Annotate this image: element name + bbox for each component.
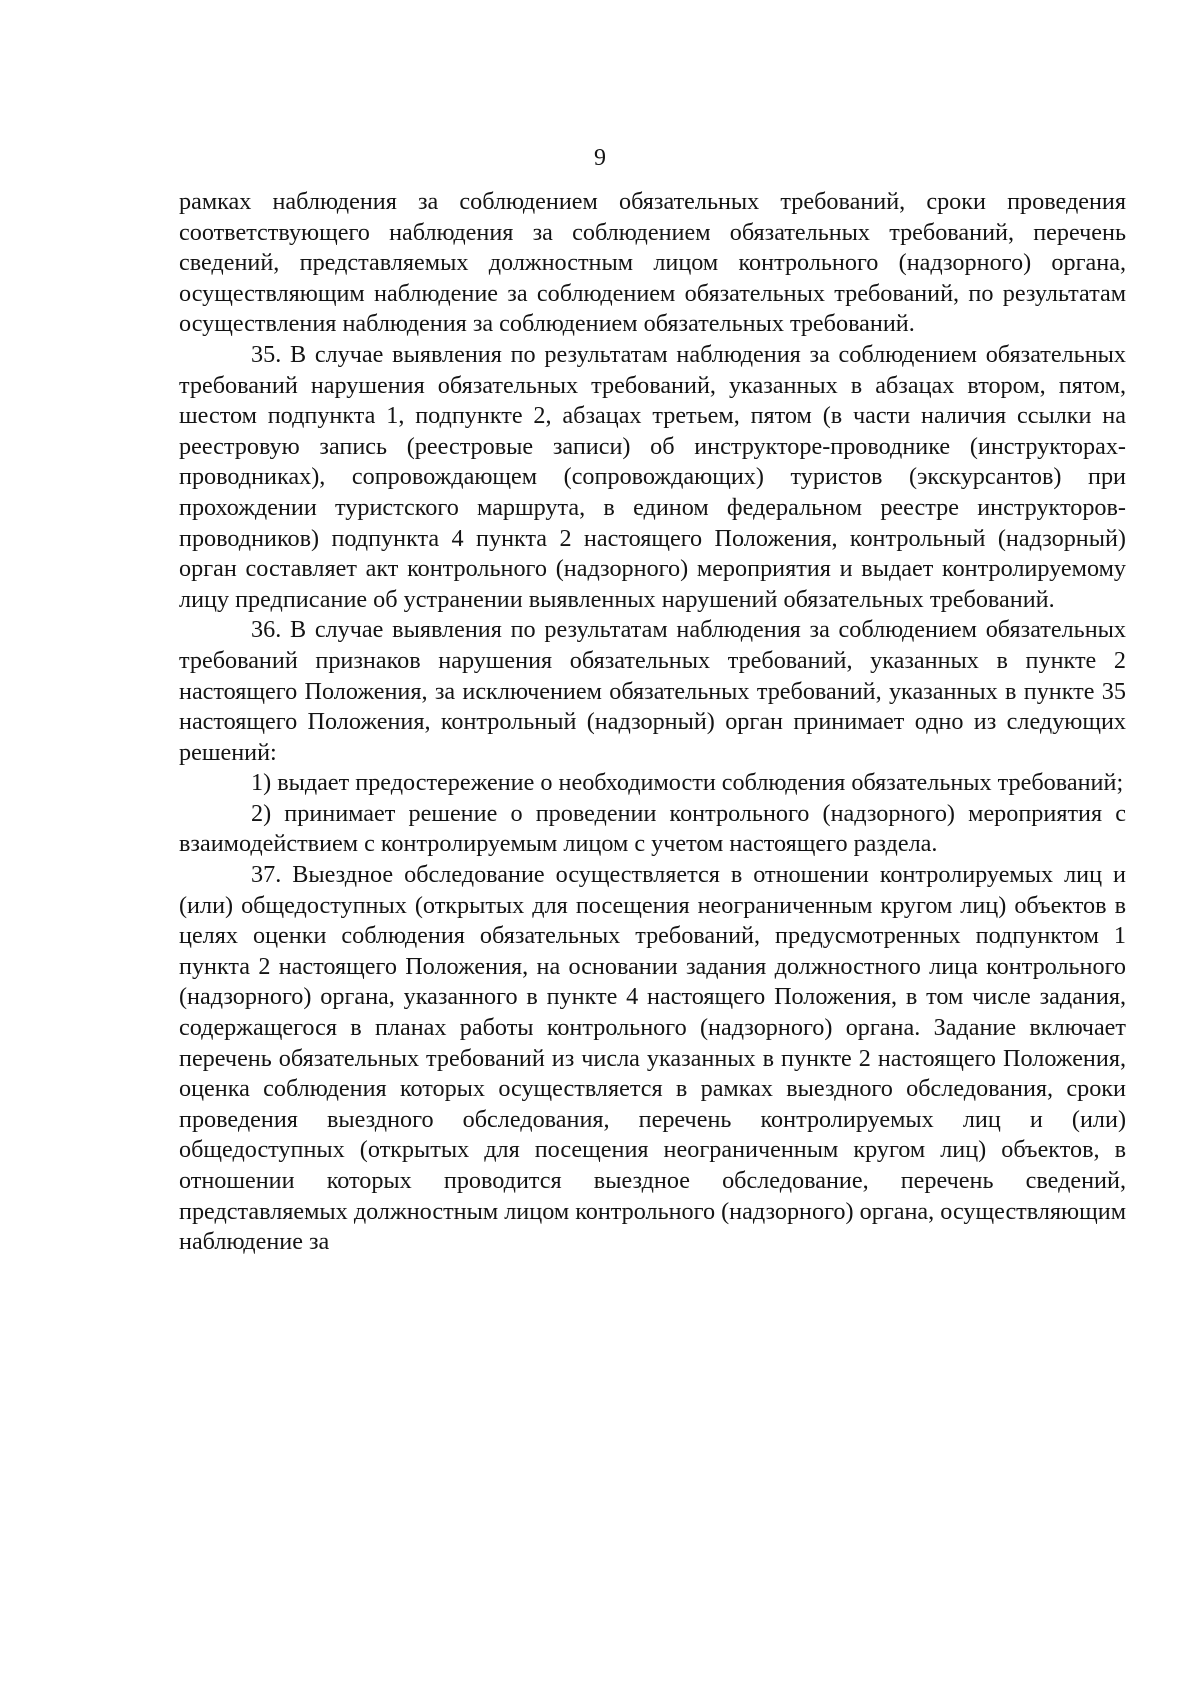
paragraph-35: 35. В случае выявления по результатам наблюдения за соблюдением обязательных требований нарушения обязательных требований, указанных в абзацах втором, пятом, шестом подпункта 1, подпункте 2, абзацах третьем, пятом (в части наличия ссылки на реестровую запись (реестровые записи) об инструкторе-проводнике (инструкторах-проводниках), сопровождающем (сопровождающих) туристов (экскурсантов) при прохождении туристского маршрута, в едином федеральном реестре инструкторов-проводников) подпункта 4 пункта 2 настоящего Положения, контрольный (надзорный) орган составляет акт контрольного (надзорного) мероприятия и выдает контролируемому лицу предписание об устранении выявленных нарушений обязательных требований. [179,340,1126,613]
paragraph-36-item-1: 1) выдает предостережение о необходимости соблюдения обязательных требований; [251,769,1124,797]
paragraph-36-item-2: 2) принимает решение о проведении контрольного (надзорного) мероприятия с взаимодействием с контролируемым лицом с учетом настоящего раздела. [179,799,1126,858]
paragraph-36: 36. В случае выявления по результатам наблюдения за соблюдением обязательных требований признаков нарушения обязательных требований, указанных в пункте 2 настоящего Положения, за исключением обязательных требований, указанных в пункте 35 настоящего Положения, контрольный (надзорный) орган принимает одно из следующих решений: [179,616,1126,766]
paragraph-37: 37. Выездное обследование осуществляется в отношении контролируемых лиц и (или) общедоступных (открытых для посещения неограниченным кругом лиц) объектов в целях оценки соблюдения обязательных требований, предусмотренных подпунктом 1 пункта 2 настоящего Положения, на основании задания должностного лица контрольного (надзорного) органа, указанного в пункте 4 настоящего Положения, в том числе задания, содержащегося в планах работы контрольного (надзорного) органа. Задание включает перечень обязательных требований из числа указанных в пункте 2 настоящего Положения, оценка соблюдения которых осуществляется в рамках выездного обследования, сроки проведения выездного обследования, перечень контролируемых лиц и (или) общедоступных (открытых для посещения неограниченным кругом лиц) объектов, в отношении которых проводится выездное обследование, перечень сведений, представляемых должностным лицом контрольного (надзорного) органа, осуществляющим наблюдение за [179,861,1126,1256]
page-number: 9 [594,145,606,171]
paragraph-continuation: рамках наблюдения за соблюдением обязательных требований, сроки проведения соответствующего наблюдения за соблюдением обязательных требований, перечень сведений, представляемых должностным лицом контрольного (надзорного) органа, осуществляющим наблюдение за соблюдением обязательных требований, по результатам осуществления наблюдения за соблюдением обязательных требований. [179,188,1126,338]
document-body [179,187,1126,1258]
